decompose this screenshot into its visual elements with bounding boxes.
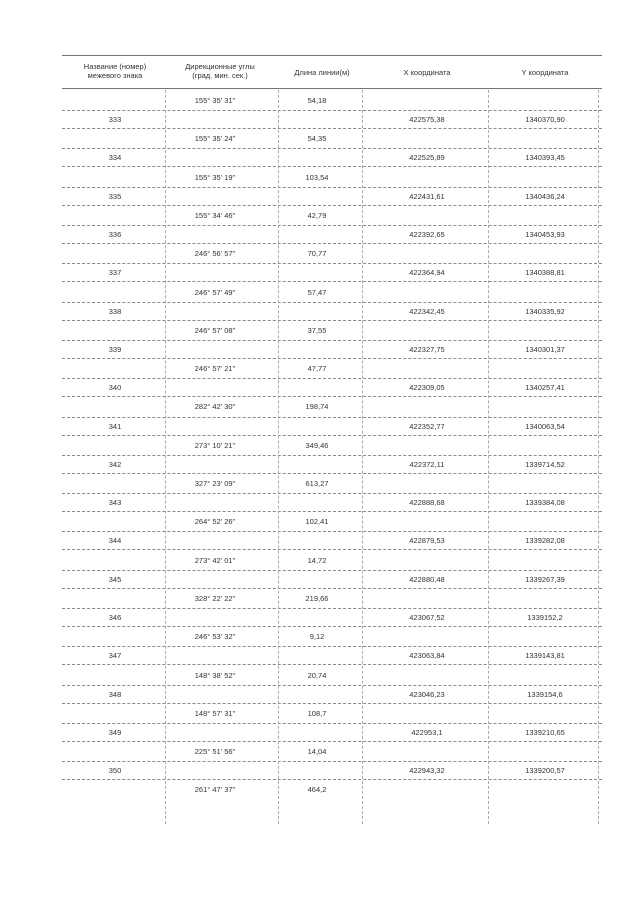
point-x: 422431,61 — [409, 191, 445, 201]
point-x: 422888,68 — [409, 498, 445, 508]
point-name: 342 — [108, 459, 122, 469]
point-x: 423046,23 — [409, 689, 445, 699]
point-x: 422575,38 — [409, 115, 445, 125]
segment-length: 219,66 — [305, 593, 329, 603]
point-y: 1339200,57 — [525, 766, 565, 776]
row-rule — [62, 608, 602, 609]
row-rule — [62, 685, 602, 686]
row-rule — [62, 187, 602, 188]
point-name: 349 — [108, 727, 122, 737]
point-x: 422309,05 — [409, 383, 445, 393]
point-y: 1339384,08 — [525, 498, 565, 508]
point-name: 345 — [108, 574, 122, 584]
point-name: 341 — [108, 421, 122, 431]
row-rule — [62, 531, 602, 532]
segment-length: 54,35 — [307, 134, 327, 144]
row-rule — [62, 703, 602, 704]
segment-angle: 273° 10' 21" — [194, 440, 236, 450]
row-rule — [62, 148, 602, 149]
segment-angle: 155° 35' 31" — [194, 96, 236, 105]
row-rule — [62, 166, 602, 167]
point-name: 346 — [108, 613, 122, 623]
point-y: 1339143,81 — [525, 651, 565, 661]
row-rule — [62, 473, 602, 474]
row-rule — [62, 435, 602, 436]
segment-angle: 246° 57' 21" — [194, 364, 236, 374]
segment-angle: 155° 35' 19" — [194, 172, 236, 182]
point-name: 338 — [108, 306, 122, 316]
point-x: 423067,52 — [409, 613, 445, 623]
point-x: 422525,89 — [409, 153, 445, 163]
segment-angle: 264° 52' 26" — [194, 517, 236, 527]
segment-length: 20,74 — [307, 670, 327, 680]
row-rule — [62, 320, 602, 321]
point-y: 1339267,39 — [525, 574, 565, 584]
point-y: 1339714,52 — [525, 459, 565, 469]
point-y: 1339152,2 — [527, 613, 563, 623]
segment-angle: 328° 22' 22" — [194, 593, 236, 603]
row-rule — [62, 455, 602, 456]
segment-angle: 148° 57' 31" — [194, 708, 236, 718]
point-name: 347 — [108, 651, 122, 661]
row-rule — [62, 110, 602, 111]
row-rule — [62, 243, 602, 244]
row-rule — [62, 626, 602, 627]
point-x: 423063,84 — [409, 651, 445, 661]
point-name: 339 — [108, 344, 122, 354]
segment-length: 14,04 — [307, 747, 327, 757]
point-name: 337 — [108, 268, 122, 278]
header-name — [70, 62, 160, 80]
row-rule — [62, 779, 602, 780]
point-name: 335 — [108, 191, 122, 201]
point-y: 1339154,6 — [527, 689, 563, 699]
point-x: 422327,75 — [409, 344, 445, 354]
point-x: 422880,48 — [409, 574, 445, 584]
column-divider — [598, 90, 599, 824]
segment-angle: 327° 23' 09" — [194, 479, 236, 488]
point-x: 422352,77 — [409, 421, 445, 431]
segment-angle: 246° 57' 08" — [194, 325, 236, 335]
segment-length: 37,55 — [307, 325, 327, 335]
row-rule — [62, 263, 602, 264]
segment-angle: 273° 42' 01" — [194, 555, 236, 565]
segment-length: 70,77 — [307, 249, 327, 259]
segment-length: 54,18 — [307, 96, 327, 105]
segment-angle: 282° 42' 30" — [194, 402, 236, 412]
header-length: Длина линии(м) — [294, 68, 350, 77]
point-y: 1340063,54 — [525, 421, 565, 431]
point-x: 422953,1 — [411, 727, 443, 737]
point-y: 1340301,37 — [525, 344, 565, 354]
point-name: 340 — [108, 383, 122, 393]
point-x: 422943,32 — [409, 766, 445, 776]
header-angle — [170, 62, 270, 80]
point-x: 422392,65 — [409, 230, 445, 240]
segment-length: 464,2 — [307, 785, 327, 795]
segment-length: 198,74 — [305, 402, 329, 412]
point-y: 1340453,93 — [525, 230, 565, 240]
header-angle-line2: (град. мин. сек.) — [192, 71, 248, 80]
segment-length: 57,47 — [307, 287, 327, 297]
point-y: 1340388,81 — [525, 268, 565, 278]
header-name-line1: Название (номер) — [83, 62, 147, 71]
row-rule — [62, 549, 602, 550]
segment-angle: 246° 53' 32" — [194, 632, 236, 642]
header-bottom-rule — [62, 88, 602, 89]
point-name: 343 — [108, 498, 122, 508]
point-y: 1339210,65 — [525, 727, 565, 737]
point-y: 1340370,90 — [525, 115, 565, 125]
point-name: 350 — [108, 766, 122, 776]
row-rule — [62, 741, 602, 742]
point-y: 1340257,41 — [525, 383, 565, 393]
point-y: 1340335,92 — [525, 306, 565, 316]
row-rule — [62, 358, 602, 359]
segment-length: 14,72 — [307, 555, 327, 565]
header-top-rule — [62, 55, 602, 56]
point-x: 422364,94 — [409, 268, 445, 278]
row-rule — [62, 664, 602, 665]
segment-angle: 246° 57' 49" — [194, 287, 236, 297]
segment-length: 613,27 — [305, 479, 329, 488]
header-name-line2: межевого знака — [87, 71, 143, 80]
row-rule — [62, 378, 602, 379]
column-divider — [488, 90, 489, 824]
row-rule — [62, 723, 602, 724]
row-rule — [62, 340, 602, 341]
segment-length: 47,77 — [307, 364, 327, 374]
row-rule — [62, 511, 602, 512]
column-divider — [165, 90, 166, 824]
point-x: 422342,45 — [409, 306, 445, 316]
segment-angle: 261° 47' 37" — [194, 785, 236, 795]
row-rule — [62, 281, 602, 282]
segment-angle: 155° 34' 46" — [194, 210, 236, 220]
point-y: 1340393,45 — [525, 153, 565, 163]
segment-length: 108,7 — [307, 708, 327, 718]
header-x: X координата — [403, 68, 451, 77]
point-name: 334 — [108, 153, 122, 163]
point-y: 1340436,24 — [525, 191, 565, 201]
row-rule — [62, 588, 602, 589]
segment-length: 103,54 — [305, 172, 329, 182]
column-divider — [362, 90, 363, 824]
point-x: 422879,53 — [409, 536, 445, 546]
header-angle-line1: Дирекционные углы — [185, 62, 255, 71]
segment-length: 42,79 — [307, 210, 327, 220]
segment-angle: 225° 51' 56" — [194, 747, 236, 757]
column-divider — [278, 90, 279, 824]
row-rule — [62, 225, 602, 226]
segment-angle: 155° 35' 24" — [194, 134, 236, 144]
segment-angle: 246° 56' 57" — [194, 249, 236, 259]
point-name: 336 — [108, 230, 122, 240]
segment-length: 349,46 — [305, 440, 329, 450]
row-rule — [62, 205, 602, 206]
row-rule — [62, 493, 602, 494]
segment-length: 9,12 — [309, 632, 325, 642]
point-name: 344 — [108, 536, 122, 546]
point-name: 348 — [108, 689, 122, 699]
row-rule — [62, 128, 602, 129]
row-rule — [62, 570, 602, 571]
row-rule — [62, 646, 602, 647]
point-y: 1339282,08 — [525, 536, 565, 546]
point-x: 422372,11 — [409, 459, 445, 469]
row-rule — [62, 761, 602, 762]
row-rule — [62, 417, 602, 418]
row-rule — [62, 302, 602, 303]
header-y: Y координата — [521, 68, 569, 77]
segment-length: 102,41 — [305, 517, 329, 527]
segment-angle: 148° 38' 52" — [194, 670, 236, 680]
row-rule — [62, 396, 602, 397]
point-name: 333 — [108, 115, 122, 125]
